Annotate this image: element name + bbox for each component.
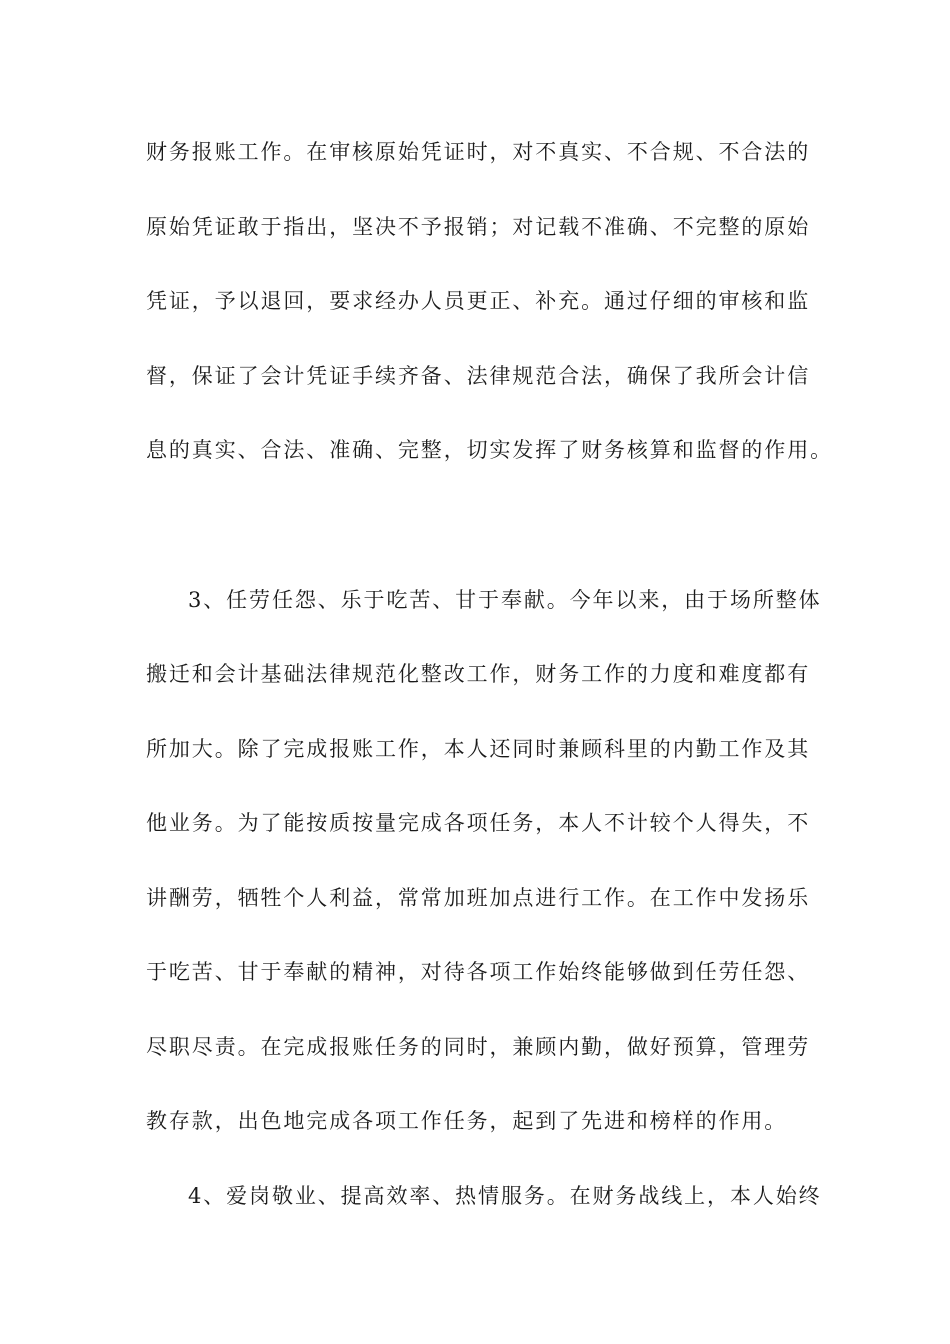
paragraph-1-line-1: 财务报账工作。在审核原始凭证时，对不真实、不合规、不合法的 bbox=[146, 140, 811, 164]
paragraph-1-line-5: 息的真实、合法、准确、完整，切实发挥了财务核算和监督的作用。 bbox=[146, 438, 833, 462]
paragraph-2-line-5: 讲酬劳，牺牲个人利益，常常加班加点进行工作。在工作中发扬乐 bbox=[146, 886, 811, 910]
paragraph-2-line-2: 搬迁和会计基础法律规范化整改工作，财务工作的力度和难度都有 bbox=[146, 662, 811, 686]
paragraph-3-line-1: 4、爱岗敬业、提高效率、热情服务。在财务战线上，本人始终 bbox=[188, 1184, 822, 1208]
paragraph-1-line-2: 原始凭证敢于指出，坚决不予报销；对记载不准确、不完整的原始 bbox=[146, 215, 811, 239]
paragraph-1-line-3: 凭证，予以退回，要求经办人员更正、补充。通过仔细的审核和监 bbox=[146, 289, 811, 313]
paragraph-1-line-4: 督，保证了会计凭证手续齐备、法律规范合法，确保了我所会计信 bbox=[146, 364, 811, 388]
paragraph-2-line-7: 尽职尽责。在完成报账任务的同时，兼顾内勤，做好预算，管理劳 bbox=[146, 1035, 811, 1059]
paragraph-2-line-3: 所加大。除了完成报账工作，本人还同时兼顾科里的内勤工作及其 bbox=[146, 737, 811, 761]
paragraph-2-line-6: 于吃苦、甘于奉献的精神，对待各项工作始终能够做到任劳任怨、 bbox=[146, 960, 811, 984]
paragraph-2-line-1: 3、任劳任怨、乐于吃苦、甘于奉献。今年以来，由于场所整体 bbox=[188, 588, 822, 612]
paragraph-2-line-4: 他业务。为了能按质按量完成各项任务，本人不计较个人得失，不 bbox=[146, 811, 811, 835]
paragraph-2-line-8: 教存款，出色地完成各项工作任务，起到了先进和榜样的作用。 bbox=[146, 1109, 788, 1133]
